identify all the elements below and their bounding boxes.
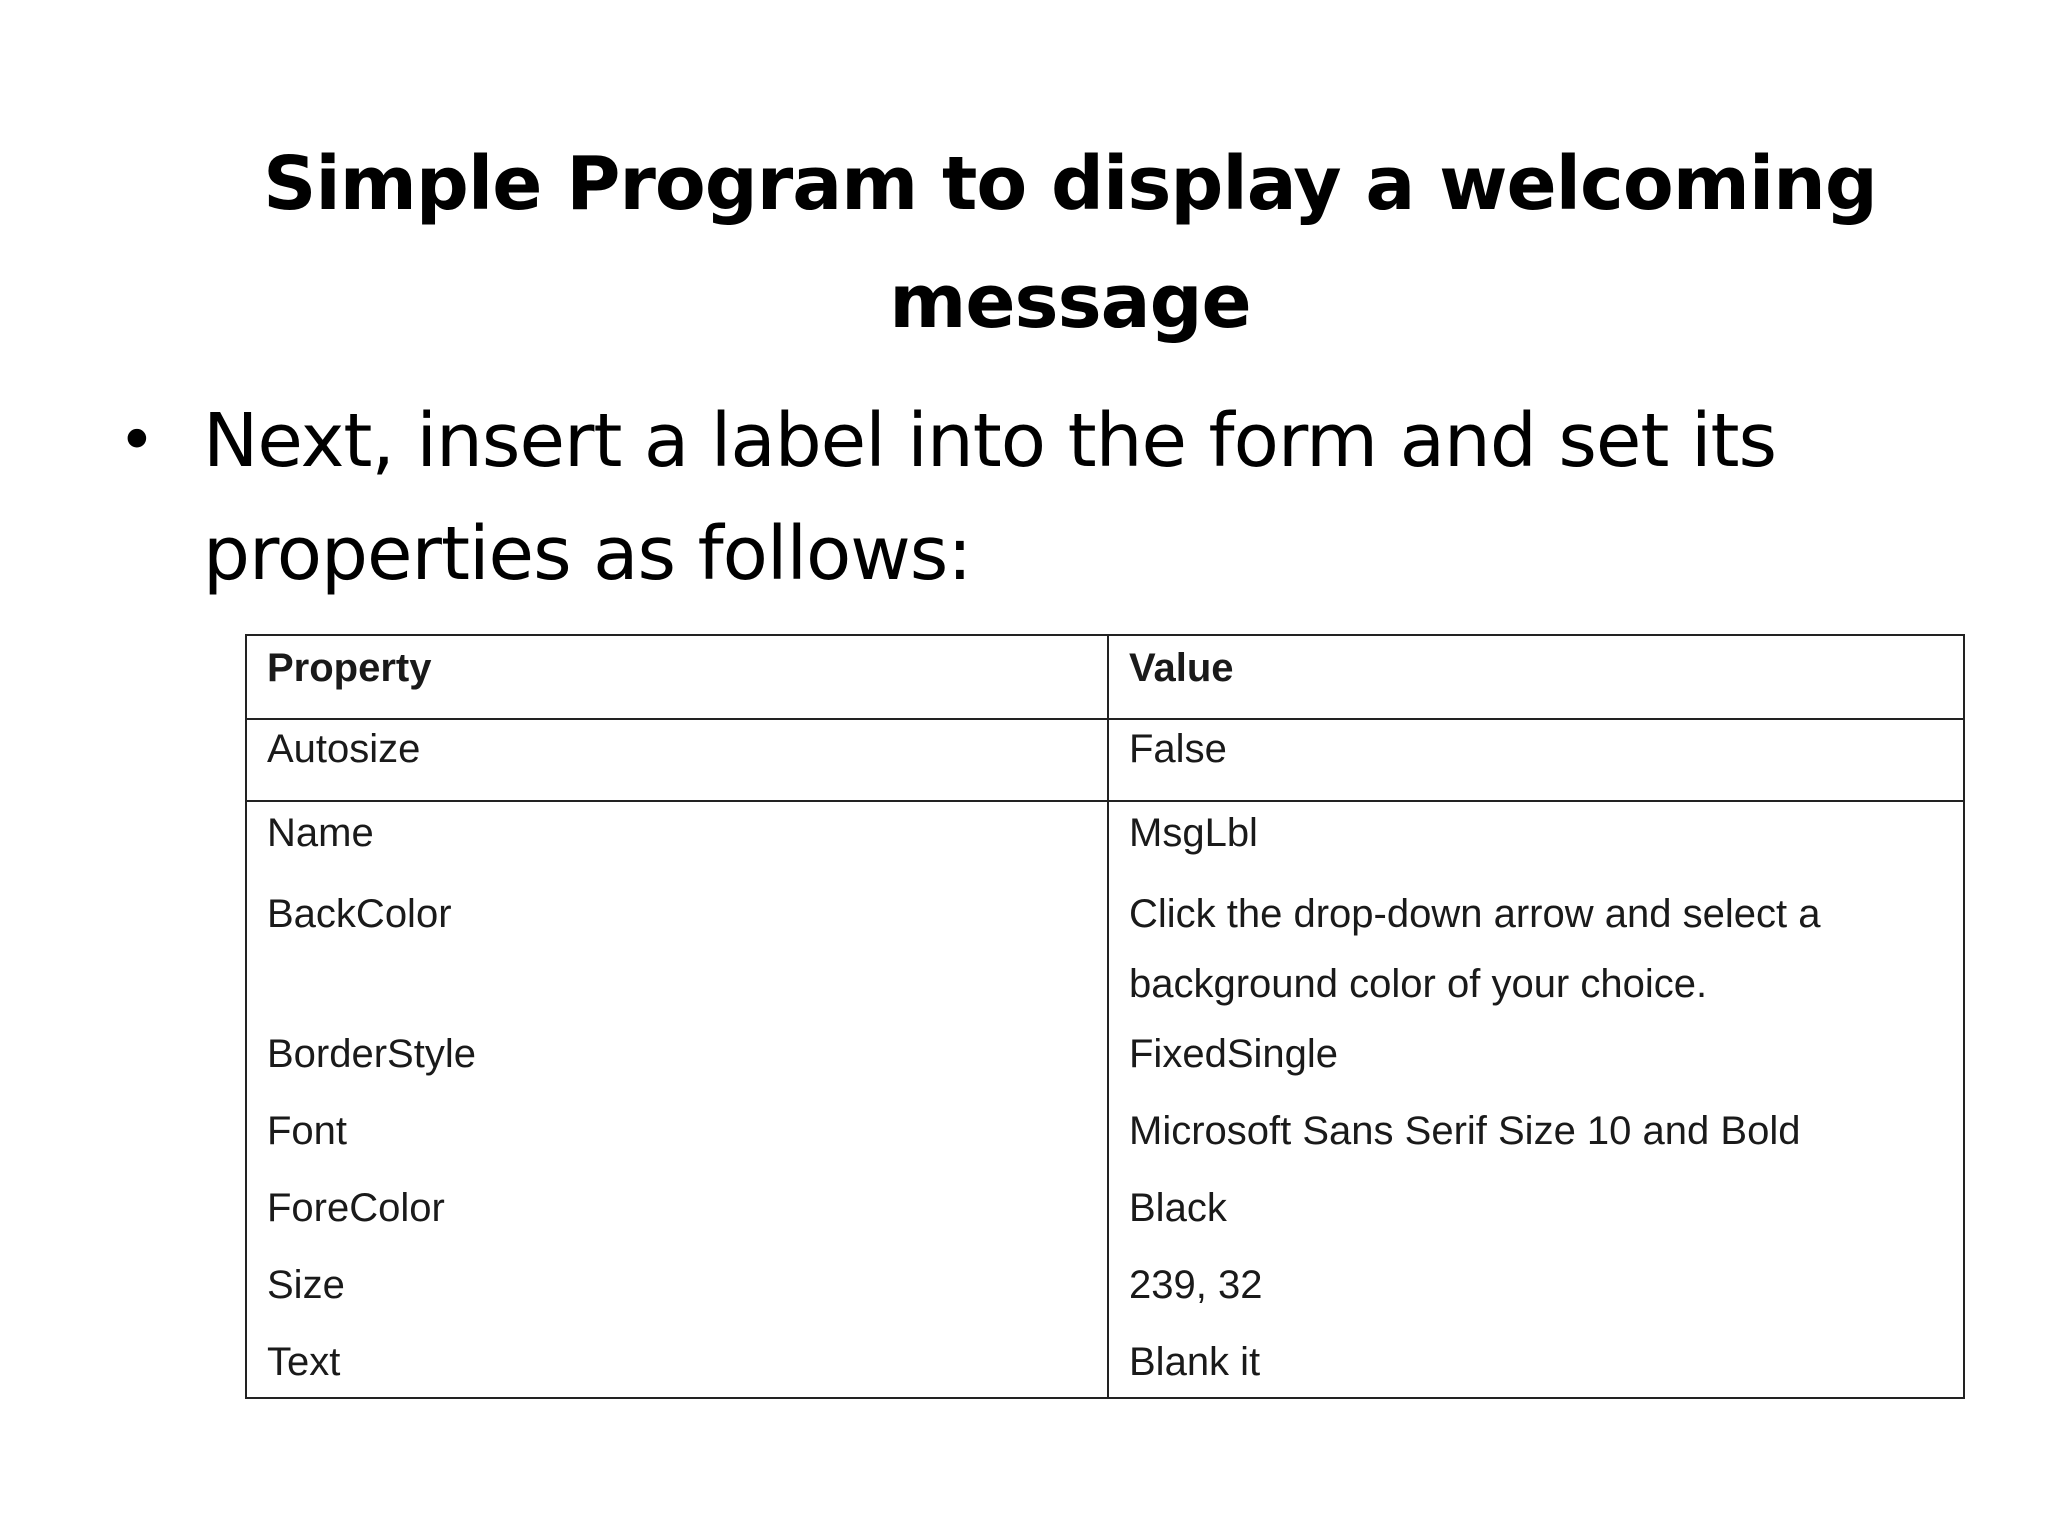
cell-property: BackColor — [246, 879, 1108, 1019]
bullet-icon: • — [118, 404, 155, 478]
table-header-row — [246, 635, 1964, 719]
bullet-paragraph — [118, 385, 1878, 611]
properties-table-image — [245, 634, 1965, 1414]
header-property: Property — [246, 635, 1108, 719]
table-row — [246, 1019, 1964, 1096]
cell-property: Font — [246, 1096, 1108, 1173]
header-value: Value — [1108, 635, 1964, 719]
table-row — [246, 719, 1964, 801]
cell-value: FixedSingle — [1108, 1019, 1964, 1096]
cell-value: False — [1108, 719, 1964, 801]
cell-value: Microsoft Sans Serif Size 10 and Bold — [1108, 1096, 1964, 1173]
table-row — [246, 801, 1964, 879]
cell-property: Size — [246, 1250, 1108, 1327]
table-row — [246, 1250, 1964, 1327]
cell-property: BorderStyle — [246, 1019, 1108, 1096]
properties-table — [245, 634, 1965, 1399]
table-row — [246, 1173, 1964, 1250]
cell-value: Click the drop-down arrow and select a background color of your choice. — [1108, 879, 1964, 1019]
cell-property: ForeColor — [246, 1173, 1108, 1250]
table-row — [246, 879, 1964, 1019]
cell-property: Text — [246, 1327, 1108, 1398]
table-row — [246, 1327, 1964, 1398]
cell-value: Blank it — [1108, 1327, 1964, 1398]
cell-value: 239, 32 — [1108, 1250, 1964, 1327]
cell-value: MsgLbl — [1108, 801, 1964, 879]
cell-value: Black — [1108, 1173, 1964, 1250]
bullet-text: Next, insert a label into the form and set its properties as follows: — [203, 398, 1777, 597]
slide-title: Simple Program to display a welcoming message — [263, 141, 1877, 345]
table-row — [246, 1096, 1964, 1173]
cell-property: Autosize — [246, 719, 1108, 801]
cell-property: Name — [246, 801, 1108, 879]
